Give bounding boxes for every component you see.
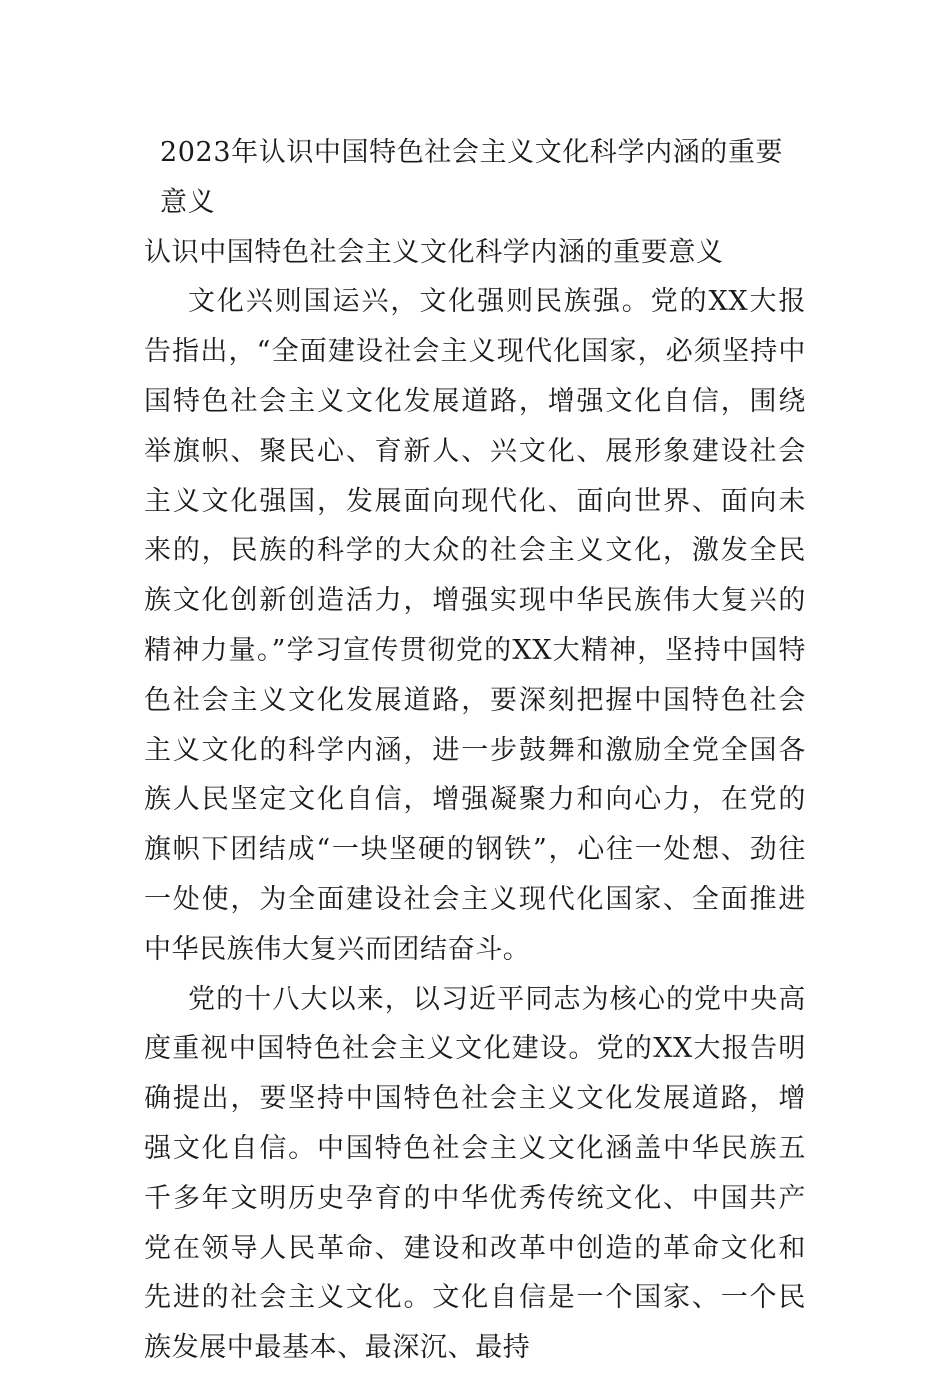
document-subtitle: 认识中国特色社会主义文化科学内涵的重要意义 (144, 236, 724, 268)
document-title: 2023年认识中国特色社会主义文化科学内涵的重要意义 (160, 137, 784, 218)
document-body (144, 128, 806, 1373)
paragraph-1: 文化兴则国运兴，文化强则民族强。党的XX大报告指出，“全面建设社会主义现代化国家，必须坚持中国特色社会主义文化发展道路，增强文化自信，围绕举旗帜、聚民心、育新人、兴文化、展形象建设社会主义文化强国，发展面向现代化、面向世界、面向未来的，民族的科学的大众的社会主义文化，激发全民族文化创新创造活力，增强实现中华民族伟大复兴的精神力量。”学习宣传贯彻党的XX大精神，坚持中国特色社会主义文化发展道路，要深刻把握中国特色社会主义文化的科学内涵，进一步鼓舞和激励全党全国各族人民坚定文化自信，增强凝聚力和向心力，在党的旗帜下团结成“一块坚硬的钢铁”，心往一处想、劲往一处使，为全面建设社会主义现代化国家、全面推进中华民族伟大复兴而团结奋斗。 (144, 286, 806, 965)
paragraph-2: 党的十八大以来，以习近平同志为核心的党中央高度重视中国特色社会主义文化建设。党的XX大报告明确提出，要坚持中国特色社会主义文化发展道路，增强文化自信。中国特色社会主义文化涵盖中华民族五千多年文明历史孕育的中华优秀传统文化、中国共产党在领导人民革命、建设和改革中创造的革命文化和先进的社会主义文化。文化自信是一个国家、一个民族发展中最基本、最深沉、最持 (144, 983, 806, 1364)
